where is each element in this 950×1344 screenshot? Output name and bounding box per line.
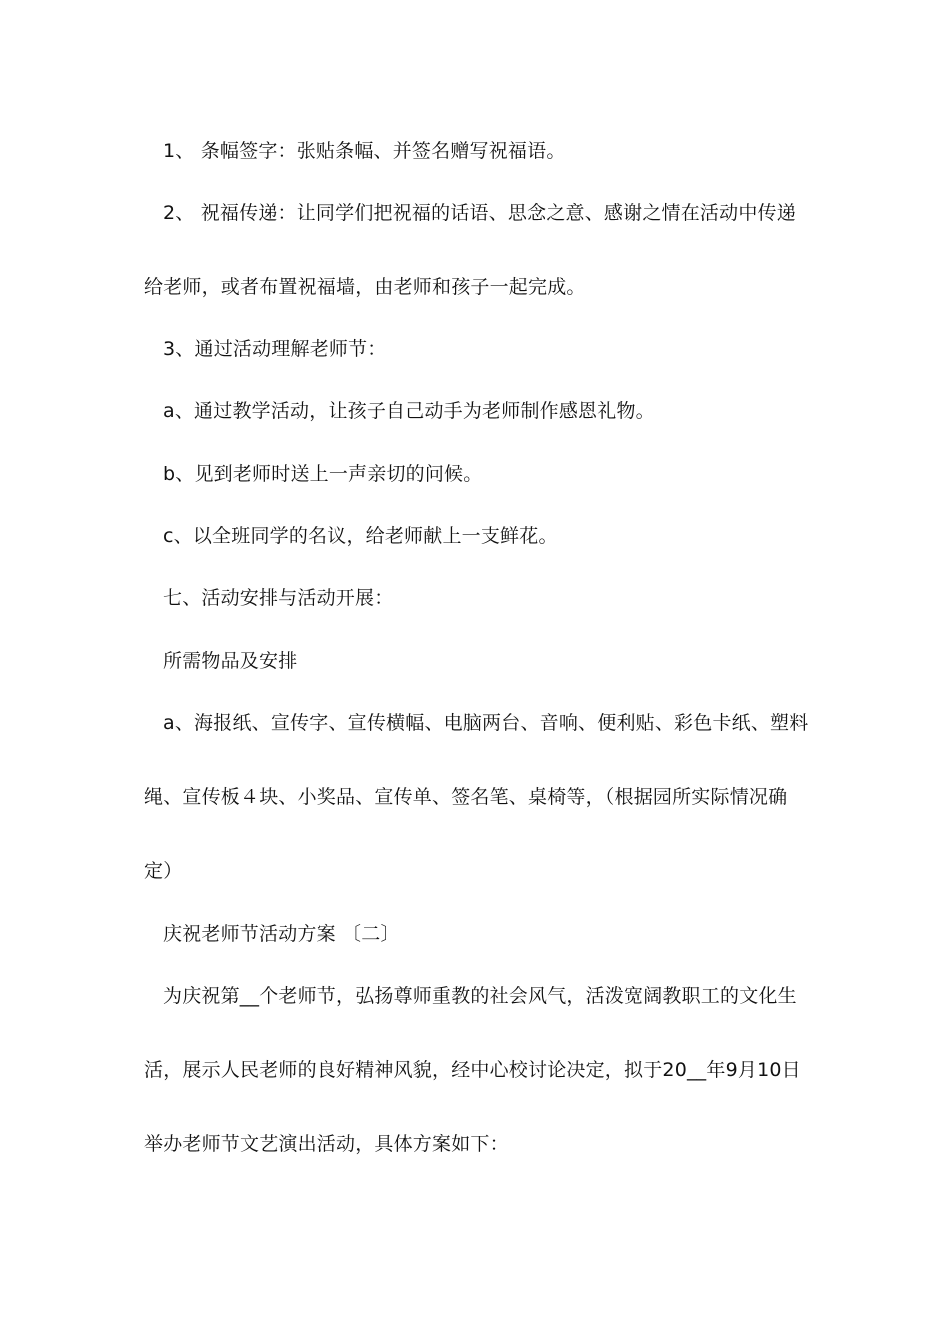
paragraph-continuation: 活，展示人民老师的良好精神风貌，经中心校讨论决定，拟于20__年9月10日 xyxy=(144,1059,801,1081)
list-item-banner-signing: 1、 条幅签字：张贴条幅、并签名赠写祝福语。 xyxy=(163,140,566,162)
list-item-b-greeting: b、见到老师时送上一声亲切的问候。 xyxy=(163,463,483,485)
paragraph-continuation: 绳、宣传板４块、小奖品、宣传单、签名笔、桌椅等，（根据园所实际情况确 xyxy=(144,786,788,808)
list-item-blessing-pass: 2、 祝福传递：让同学们把祝福的话语、思念之意、感谢之情在活动中传递 xyxy=(163,202,796,224)
subheading-supplies: 所需物品及安排 xyxy=(163,650,298,672)
paragraph-continuation: 给老师，或者布置祝福墙，由老师和孩子一起完成。 xyxy=(144,276,586,298)
paragraph-continuation: 定） xyxy=(144,860,183,882)
section-title-plan-two: 庆祝老师节活动方案 〔二〕 xyxy=(163,923,400,945)
list-item-c-flowers: c、以全班同学的名议，给老师献上一支鲜花。 xyxy=(163,525,558,547)
list-item-a-gift: a、通过教学活动，让孩子自己动手为老师制作感恩礼物。 xyxy=(163,400,655,422)
paragraph-continuation: 举办老师节文艺演出活动，具体方案如下： xyxy=(144,1133,509,1155)
section-heading-seven: 七、活动安排与活动开展： xyxy=(163,587,394,609)
list-item-a-supplies: a、海报纸、宣传字、宣传横幅、电脑两台、音响、便利贴、彩色卡纸、塑料 xyxy=(163,712,809,734)
paragraph-intro: 为庆祝第__个老师节，弘扬尊师重教的社会风气，活泼宽阔教职工的文化生 xyxy=(163,985,797,1007)
list-item-understand-festival: 3、通过活动理解老师节： xyxy=(163,338,387,360)
